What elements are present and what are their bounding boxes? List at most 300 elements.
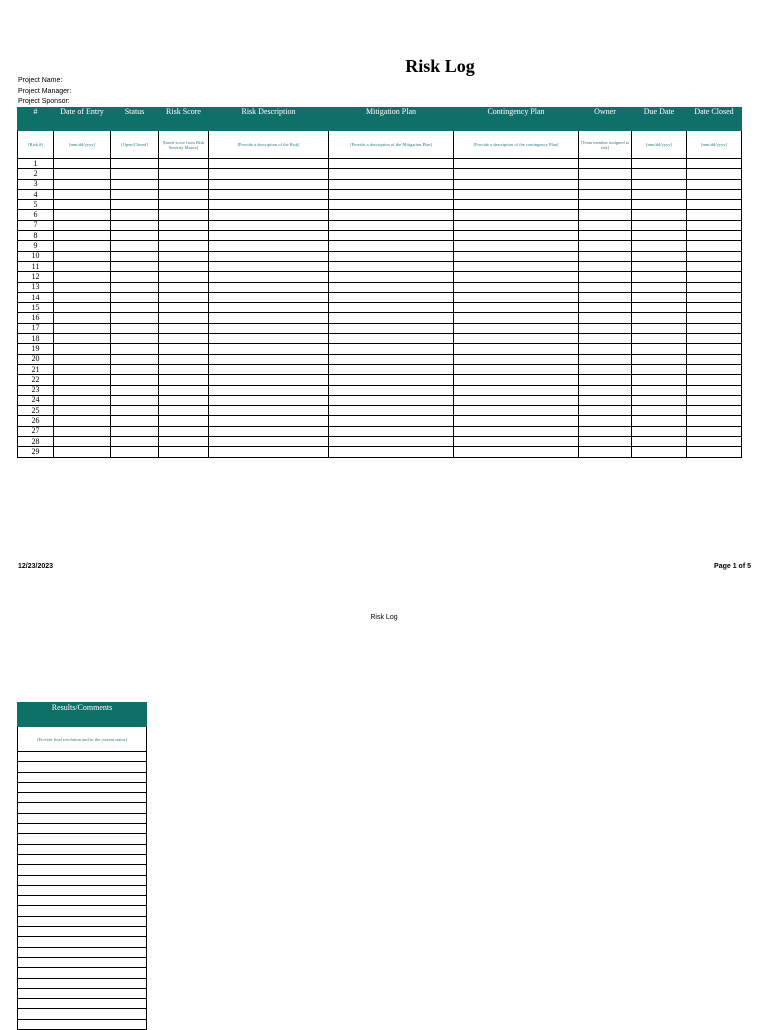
- table-cell[interactable]: [209, 416, 329, 426]
- results-cell[interactable]: [18, 947, 147, 957]
- table-cell[interactable]: [329, 282, 454, 292]
- table-cell[interactable]: [159, 231, 209, 241]
- table-cell[interactable]: [632, 200, 687, 210]
- table-cell[interactable]: [54, 231, 111, 241]
- row-number-cell[interactable]: 20: [18, 354, 54, 364]
- table-cell[interactable]: [54, 426, 111, 436]
- table-cell[interactable]: [579, 261, 632, 271]
- table-cell[interactable]: [329, 323, 454, 333]
- results-cell[interactable]: [18, 865, 147, 875]
- table-cell[interactable]: [329, 303, 454, 313]
- table-cell[interactable]: [687, 210, 742, 220]
- row-number-cell[interactable]: 5: [18, 200, 54, 210]
- row-number-cell[interactable]: 7: [18, 220, 54, 230]
- table-cell[interactable]: [579, 354, 632, 364]
- table-cell[interactable]: [579, 303, 632, 313]
- row-number-cell[interactable]: 15: [18, 303, 54, 313]
- results-cell[interactable]: [18, 999, 147, 1009]
- table-cell[interactable]: [579, 334, 632, 344]
- results-cell[interactable]: [18, 772, 147, 782]
- table-cell[interactable]: [111, 313, 159, 323]
- table-cell[interactable]: [159, 447, 209, 457]
- table-cell[interactable]: [687, 159, 742, 169]
- row-number-cell[interactable]: 1: [18, 159, 54, 169]
- table-cell[interactable]: [159, 251, 209, 261]
- table-cell[interactable]: [159, 220, 209, 230]
- row-number-cell[interactable]: 27: [18, 426, 54, 436]
- table-cell[interactable]: [687, 447, 742, 457]
- table-cell[interactable]: [111, 241, 159, 251]
- table-cell[interactable]: [209, 220, 329, 230]
- table-cell[interactable]: [54, 364, 111, 374]
- table-cell[interactable]: [111, 210, 159, 220]
- results-cell[interactable]: [18, 824, 147, 834]
- table-cell[interactable]: [159, 313, 209, 323]
- table-cell[interactable]: [54, 261, 111, 271]
- table-cell[interactable]: [111, 375, 159, 385]
- table-cell[interactable]: [579, 447, 632, 457]
- results-cell[interactable]: [18, 1019, 147, 1029]
- table-cell[interactable]: [329, 272, 454, 282]
- table-cell[interactable]: [329, 292, 454, 302]
- table-cell[interactable]: [329, 447, 454, 457]
- table-cell[interactable]: [454, 344, 579, 354]
- results-cell[interactable]: [18, 854, 147, 864]
- table-cell[interactable]: [54, 272, 111, 282]
- table-cell[interactable]: [687, 334, 742, 344]
- table-cell[interactable]: [687, 261, 742, 271]
- row-number-cell[interactable]: 12: [18, 272, 54, 282]
- table-cell[interactable]: [209, 200, 329, 210]
- table-cell[interactable]: [209, 437, 329, 447]
- hint-date-closed[interactable]: [mm/dd/yyyy]: [687, 131, 742, 159]
- table-cell[interactable]: [632, 251, 687, 261]
- table-cell[interactable]: [454, 323, 579, 333]
- table-cell[interactable]: [111, 344, 159, 354]
- results-cell[interactable]: [18, 834, 147, 844]
- table-cell[interactable]: [687, 313, 742, 323]
- table-cell[interactable]: [111, 251, 159, 261]
- table-cell[interactable]: [579, 272, 632, 282]
- table-cell[interactable]: [454, 282, 579, 292]
- row-number-cell[interactable]: 18: [18, 334, 54, 344]
- table-cell[interactable]: [54, 282, 111, 292]
- table-cell[interactable]: [454, 261, 579, 271]
- table-cell[interactable]: [454, 251, 579, 261]
- table-cell[interactable]: [159, 406, 209, 416]
- table-cell[interactable]: [209, 159, 329, 169]
- table-cell[interactable]: [209, 334, 329, 344]
- table-cell[interactable]: [54, 179, 111, 189]
- results-cell[interactable]: [18, 885, 147, 895]
- table-cell[interactable]: [54, 323, 111, 333]
- table-cell[interactable]: [687, 406, 742, 416]
- table-cell[interactable]: [111, 292, 159, 302]
- table-cell[interactable]: [579, 406, 632, 416]
- table-cell[interactable]: [632, 220, 687, 230]
- table-cell[interactable]: [579, 437, 632, 447]
- table-cell[interactable]: [632, 282, 687, 292]
- table-cell[interactable]: [454, 210, 579, 220]
- hint-mitigation-plan[interactable]: [Provide a description of the Mitigation Plan]: [329, 131, 454, 159]
- table-cell[interactable]: [632, 272, 687, 282]
- table-cell[interactable]: [329, 313, 454, 323]
- table-cell[interactable]: [687, 220, 742, 230]
- results-cell[interactable]: [18, 916, 147, 926]
- table-cell[interactable]: [159, 354, 209, 364]
- table-cell[interactable]: [687, 303, 742, 313]
- table-cell[interactable]: [579, 292, 632, 302]
- table-cell[interactable]: [329, 375, 454, 385]
- table-cell[interactable]: [687, 241, 742, 251]
- hint-contingency-plan[interactable]: [Provide a description of the contingency Plan]: [454, 131, 579, 159]
- table-cell[interactable]: [54, 406, 111, 416]
- results-cell[interactable]: [18, 896, 147, 906]
- table-cell[interactable]: [159, 200, 209, 210]
- table-cell[interactable]: [209, 426, 329, 436]
- table-cell[interactable]: [632, 344, 687, 354]
- row-number-cell[interactable]: 11: [18, 261, 54, 271]
- table-cell[interactable]: [111, 354, 159, 364]
- table-cell[interactable]: [632, 426, 687, 436]
- table-cell[interactable]: [159, 169, 209, 179]
- table-cell[interactable]: [209, 313, 329, 323]
- results-cell[interactable]: [18, 782, 147, 792]
- table-cell[interactable]: [579, 282, 632, 292]
- table-cell[interactable]: [111, 395, 159, 405]
- table-cell[interactable]: [111, 437, 159, 447]
- table-cell[interactable]: [111, 261, 159, 271]
- table-cell[interactable]: [579, 323, 632, 333]
- table-cell[interactable]: [579, 344, 632, 354]
- table-cell[interactable]: [579, 395, 632, 405]
- table-cell[interactable]: [454, 375, 579, 385]
- table-cell[interactable]: [209, 364, 329, 374]
- table-cell[interactable]: [209, 406, 329, 416]
- table-cell[interactable]: [454, 437, 579, 447]
- table-cell[interactable]: [579, 200, 632, 210]
- table-cell[interactable]: [111, 303, 159, 313]
- table-cell[interactable]: [111, 426, 159, 436]
- table-cell[interactable]: [159, 364, 209, 374]
- table-cell[interactable]: [687, 416, 742, 426]
- table-cell[interactable]: [329, 426, 454, 436]
- table-cell[interactable]: [209, 395, 329, 405]
- table-cell[interactable]: [329, 220, 454, 230]
- results-cell[interactable]: [18, 937, 147, 947]
- table-cell[interactable]: [111, 282, 159, 292]
- results-cell[interactable]: [18, 762, 147, 772]
- table-cell[interactable]: [209, 231, 329, 241]
- table-cell[interactable]: [329, 395, 454, 405]
- table-cell[interactable]: [454, 416, 579, 426]
- table-cell[interactable]: [159, 159, 209, 169]
- table-cell[interactable]: [329, 159, 454, 169]
- table-cell[interactable]: [54, 251, 111, 261]
- table-cell[interactable]: [329, 406, 454, 416]
- table-cell[interactable]: [632, 447, 687, 457]
- table-cell[interactable]: [454, 189, 579, 199]
- table-cell[interactable]: [687, 189, 742, 199]
- results-cell[interactable]: [18, 968, 147, 978]
- table-cell[interactable]: [209, 375, 329, 385]
- row-number-cell[interactable]: 23: [18, 385, 54, 395]
- table-cell[interactable]: [329, 385, 454, 395]
- hint-due-date[interactable]: [mm/dd/yyyy]: [632, 131, 687, 159]
- table-cell[interactable]: [111, 416, 159, 426]
- hint-results-comments[interactable]: [Provide final resolution and/or the current status]: [18, 727, 147, 752]
- row-number-cell[interactable]: 4: [18, 189, 54, 199]
- table-cell[interactable]: [54, 292, 111, 302]
- table-cell[interactable]: [159, 385, 209, 395]
- table-cell[interactable]: [687, 282, 742, 292]
- table-cell[interactable]: [687, 395, 742, 405]
- results-cell[interactable]: [18, 844, 147, 854]
- table-cell[interactable]: [632, 179, 687, 189]
- table-cell[interactable]: [159, 282, 209, 292]
- table-cell[interactable]: [111, 159, 159, 169]
- table-cell[interactable]: [111, 220, 159, 230]
- table-cell[interactable]: [454, 241, 579, 251]
- table-cell[interactable]: [159, 426, 209, 436]
- results-cell[interactable]: [18, 875, 147, 885]
- table-cell[interactable]: [632, 323, 687, 333]
- table-cell[interactable]: [159, 241, 209, 251]
- table-cell[interactable]: [454, 395, 579, 405]
- table-cell[interactable]: [454, 406, 579, 416]
- hint-date-of-entry[interactable]: [mm/dd/yyyy]: [54, 131, 111, 159]
- table-cell[interactable]: [329, 251, 454, 261]
- table-cell[interactable]: [579, 251, 632, 261]
- table-cell[interactable]: [54, 313, 111, 323]
- table-cell[interactable]: [209, 261, 329, 271]
- table-cell[interactable]: [159, 261, 209, 271]
- row-number-cell[interactable]: 19: [18, 344, 54, 354]
- table-cell[interactable]: [54, 437, 111, 447]
- table-cell[interactable]: [687, 375, 742, 385]
- table-cell[interactable]: [687, 251, 742, 261]
- table-cell[interactable]: [111, 231, 159, 241]
- table-cell[interactable]: [687, 200, 742, 210]
- table-cell[interactable]: [579, 220, 632, 230]
- table-cell[interactable]: [329, 200, 454, 210]
- table-cell[interactable]: [687, 323, 742, 333]
- table-cell[interactable]: [54, 241, 111, 251]
- table-cell[interactable]: [632, 354, 687, 364]
- table-cell[interactable]: [54, 189, 111, 199]
- table-cell[interactable]: [209, 210, 329, 220]
- table-cell[interactable]: [111, 447, 159, 457]
- table-cell[interactable]: [159, 375, 209, 385]
- table-cell[interactable]: [632, 189, 687, 199]
- results-cell[interactable]: [18, 906, 147, 916]
- table-cell[interactable]: [687, 344, 742, 354]
- table-cell[interactable]: [54, 169, 111, 179]
- table-cell[interactable]: [54, 375, 111, 385]
- table-cell[interactable]: [632, 416, 687, 426]
- table-cell[interactable]: [329, 334, 454, 344]
- table-cell[interactable]: [329, 179, 454, 189]
- table-cell[interactable]: [209, 303, 329, 313]
- table-cell[interactable]: [579, 364, 632, 374]
- table-cell[interactable]: [454, 231, 579, 241]
- table-cell[interactable]: [579, 416, 632, 426]
- table-cell[interactable]: [329, 169, 454, 179]
- table-cell[interactable]: [329, 261, 454, 271]
- table-cell[interactable]: [454, 313, 579, 323]
- table-cell[interactable]: [159, 210, 209, 220]
- table-cell[interactable]: [209, 323, 329, 333]
- results-cell[interactable]: [18, 752, 147, 762]
- table-cell[interactable]: [579, 426, 632, 436]
- table-cell[interactable]: [687, 426, 742, 436]
- table-cell[interactable]: [632, 261, 687, 271]
- table-cell[interactable]: [579, 313, 632, 323]
- hint-owner[interactable]: [Team member assigned to risk]: [579, 131, 632, 159]
- row-number-cell[interactable]: 17: [18, 323, 54, 333]
- table-cell[interactable]: [329, 437, 454, 447]
- table-cell[interactable]: [329, 344, 454, 354]
- table-cell[interactable]: [329, 241, 454, 251]
- table-cell[interactable]: [111, 189, 159, 199]
- results-cell[interactable]: [18, 978, 147, 988]
- table-cell[interactable]: [579, 375, 632, 385]
- table-cell[interactable]: [209, 385, 329, 395]
- table-cell[interactable]: [159, 334, 209, 344]
- row-number-cell[interactable]: 25: [18, 406, 54, 416]
- table-cell[interactable]: [159, 303, 209, 313]
- results-cell[interactable]: [18, 988, 147, 998]
- table-cell[interactable]: [111, 364, 159, 374]
- table-cell[interactable]: [632, 406, 687, 416]
- hint-status[interactable]: [Open/Closed]: [111, 131, 159, 159]
- table-cell[interactable]: [579, 241, 632, 251]
- table-cell[interactable]: [632, 231, 687, 241]
- table-cell[interactable]: [632, 303, 687, 313]
- table-cell[interactable]: [329, 189, 454, 199]
- table-cell[interactable]: [454, 272, 579, 282]
- row-number-cell[interactable]: 22: [18, 375, 54, 385]
- results-cell[interactable]: [18, 803, 147, 813]
- table-cell[interactable]: [111, 406, 159, 416]
- results-cell[interactable]: [18, 813, 147, 823]
- table-cell[interactable]: [54, 354, 111, 364]
- row-number-cell[interactable]: 29: [18, 447, 54, 457]
- hint-risk-score[interactable]: [Insert score from Risk Severity Matrix]: [159, 131, 209, 159]
- table-cell[interactable]: [209, 241, 329, 251]
- table-cell[interactable]: [111, 323, 159, 333]
- table-cell[interactable]: [111, 385, 159, 395]
- table-cell[interactable]: [632, 385, 687, 395]
- table-cell[interactable]: [632, 437, 687, 447]
- row-number-cell[interactable]: 10: [18, 251, 54, 261]
- table-cell[interactable]: [209, 272, 329, 282]
- table-cell[interactable]: [111, 272, 159, 282]
- table-cell[interactable]: [209, 179, 329, 189]
- table-cell[interactable]: [329, 210, 454, 220]
- table-cell[interactable]: [329, 354, 454, 364]
- table-cell[interactable]: [687, 385, 742, 395]
- table-cell[interactable]: [687, 272, 742, 282]
- table-cell[interactable]: [454, 200, 579, 210]
- hint-risk-description[interactable]: [Provide a description of the Risk]: [209, 131, 329, 159]
- table-cell[interactable]: [632, 241, 687, 251]
- table-cell[interactable]: [111, 200, 159, 210]
- table-cell[interactable]: [632, 334, 687, 344]
- row-number-cell[interactable]: 8: [18, 231, 54, 241]
- table-cell[interactable]: [632, 210, 687, 220]
- hint-risk-number[interactable]: [Risk #]: [18, 131, 54, 159]
- table-cell[interactable]: [209, 169, 329, 179]
- table-cell[interactable]: [687, 169, 742, 179]
- table-cell[interactable]: [54, 303, 111, 313]
- table-cell[interactable]: [209, 251, 329, 261]
- row-number-cell[interactable]: 2: [18, 169, 54, 179]
- table-cell[interactable]: [329, 364, 454, 374]
- table-cell[interactable]: [54, 385, 111, 395]
- table-cell[interactable]: [687, 364, 742, 374]
- table-cell[interactable]: [209, 447, 329, 457]
- table-cell[interactable]: [454, 169, 579, 179]
- table-cell[interactable]: [579, 231, 632, 241]
- row-number-cell[interactable]: 26: [18, 416, 54, 426]
- table-cell[interactable]: [54, 210, 111, 220]
- row-number-cell[interactable]: 28: [18, 437, 54, 447]
- table-cell[interactable]: [687, 231, 742, 241]
- table-cell[interactable]: [687, 179, 742, 189]
- table-cell[interactable]: [454, 159, 579, 169]
- table-cell[interactable]: [454, 303, 579, 313]
- table-cell[interactable]: [579, 210, 632, 220]
- table-cell[interactable]: [632, 313, 687, 323]
- table-cell[interactable]: [687, 292, 742, 302]
- table-cell[interactable]: [54, 447, 111, 457]
- table-cell[interactable]: [54, 200, 111, 210]
- row-number-cell[interactable]: 6: [18, 210, 54, 220]
- table-cell[interactable]: [579, 159, 632, 169]
- table-cell[interactable]: [632, 292, 687, 302]
- table-cell[interactable]: [687, 437, 742, 447]
- table-cell[interactable]: [209, 189, 329, 199]
- table-cell[interactable]: [111, 334, 159, 344]
- row-number-cell[interactable]: 3: [18, 179, 54, 189]
- table-cell[interactable]: [159, 437, 209, 447]
- table-cell[interactable]: [329, 416, 454, 426]
- row-number-cell[interactable]: 9: [18, 241, 54, 251]
- row-number-cell[interactable]: 16: [18, 313, 54, 323]
- table-cell[interactable]: [159, 272, 209, 282]
- table-cell[interactable]: [209, 282, 329, 292]
- table-cell[interactable]: [159, 416, 209, 426]
- table-cell[interactable]: [54, 416, 111, 426]
- table-cell[interactable]: [159, 292, 209, 302]
- row-number-cell[interactable]: 24: [18, 395, 54, 405]
- table-cell[interactable]: [454, 354, 579, 364]
- table-cell[interactable]: [54, 344, 111, 354]
- table-cell[interactable]: [454, 179, 579, 189]
- table-cell[interactable]: [579, 385, 632, 395]
- table-cell[interactable]: [579, 179, 632, 189]
- results-cell[interactable]: [18, 927, 147, 937]
- results-cell[interactable]: [18, 793, 147, 803]
- table-cell[interactable]: [159, 189, 209, 199]
- table-cell[interactable]: [111, 179, 159, 189]
- table-cell[interactable]: [159, 323, 209, 333]
- table-cell[interactable]: [329, 231, 454, 241]
- table-cell[interactable]: [209, 292, 329, 302]
- row-number-cell[interactable]: 21: [18, 364, 54, 374]
- table-cell[interactable]: [632, 395, 687, 405]
